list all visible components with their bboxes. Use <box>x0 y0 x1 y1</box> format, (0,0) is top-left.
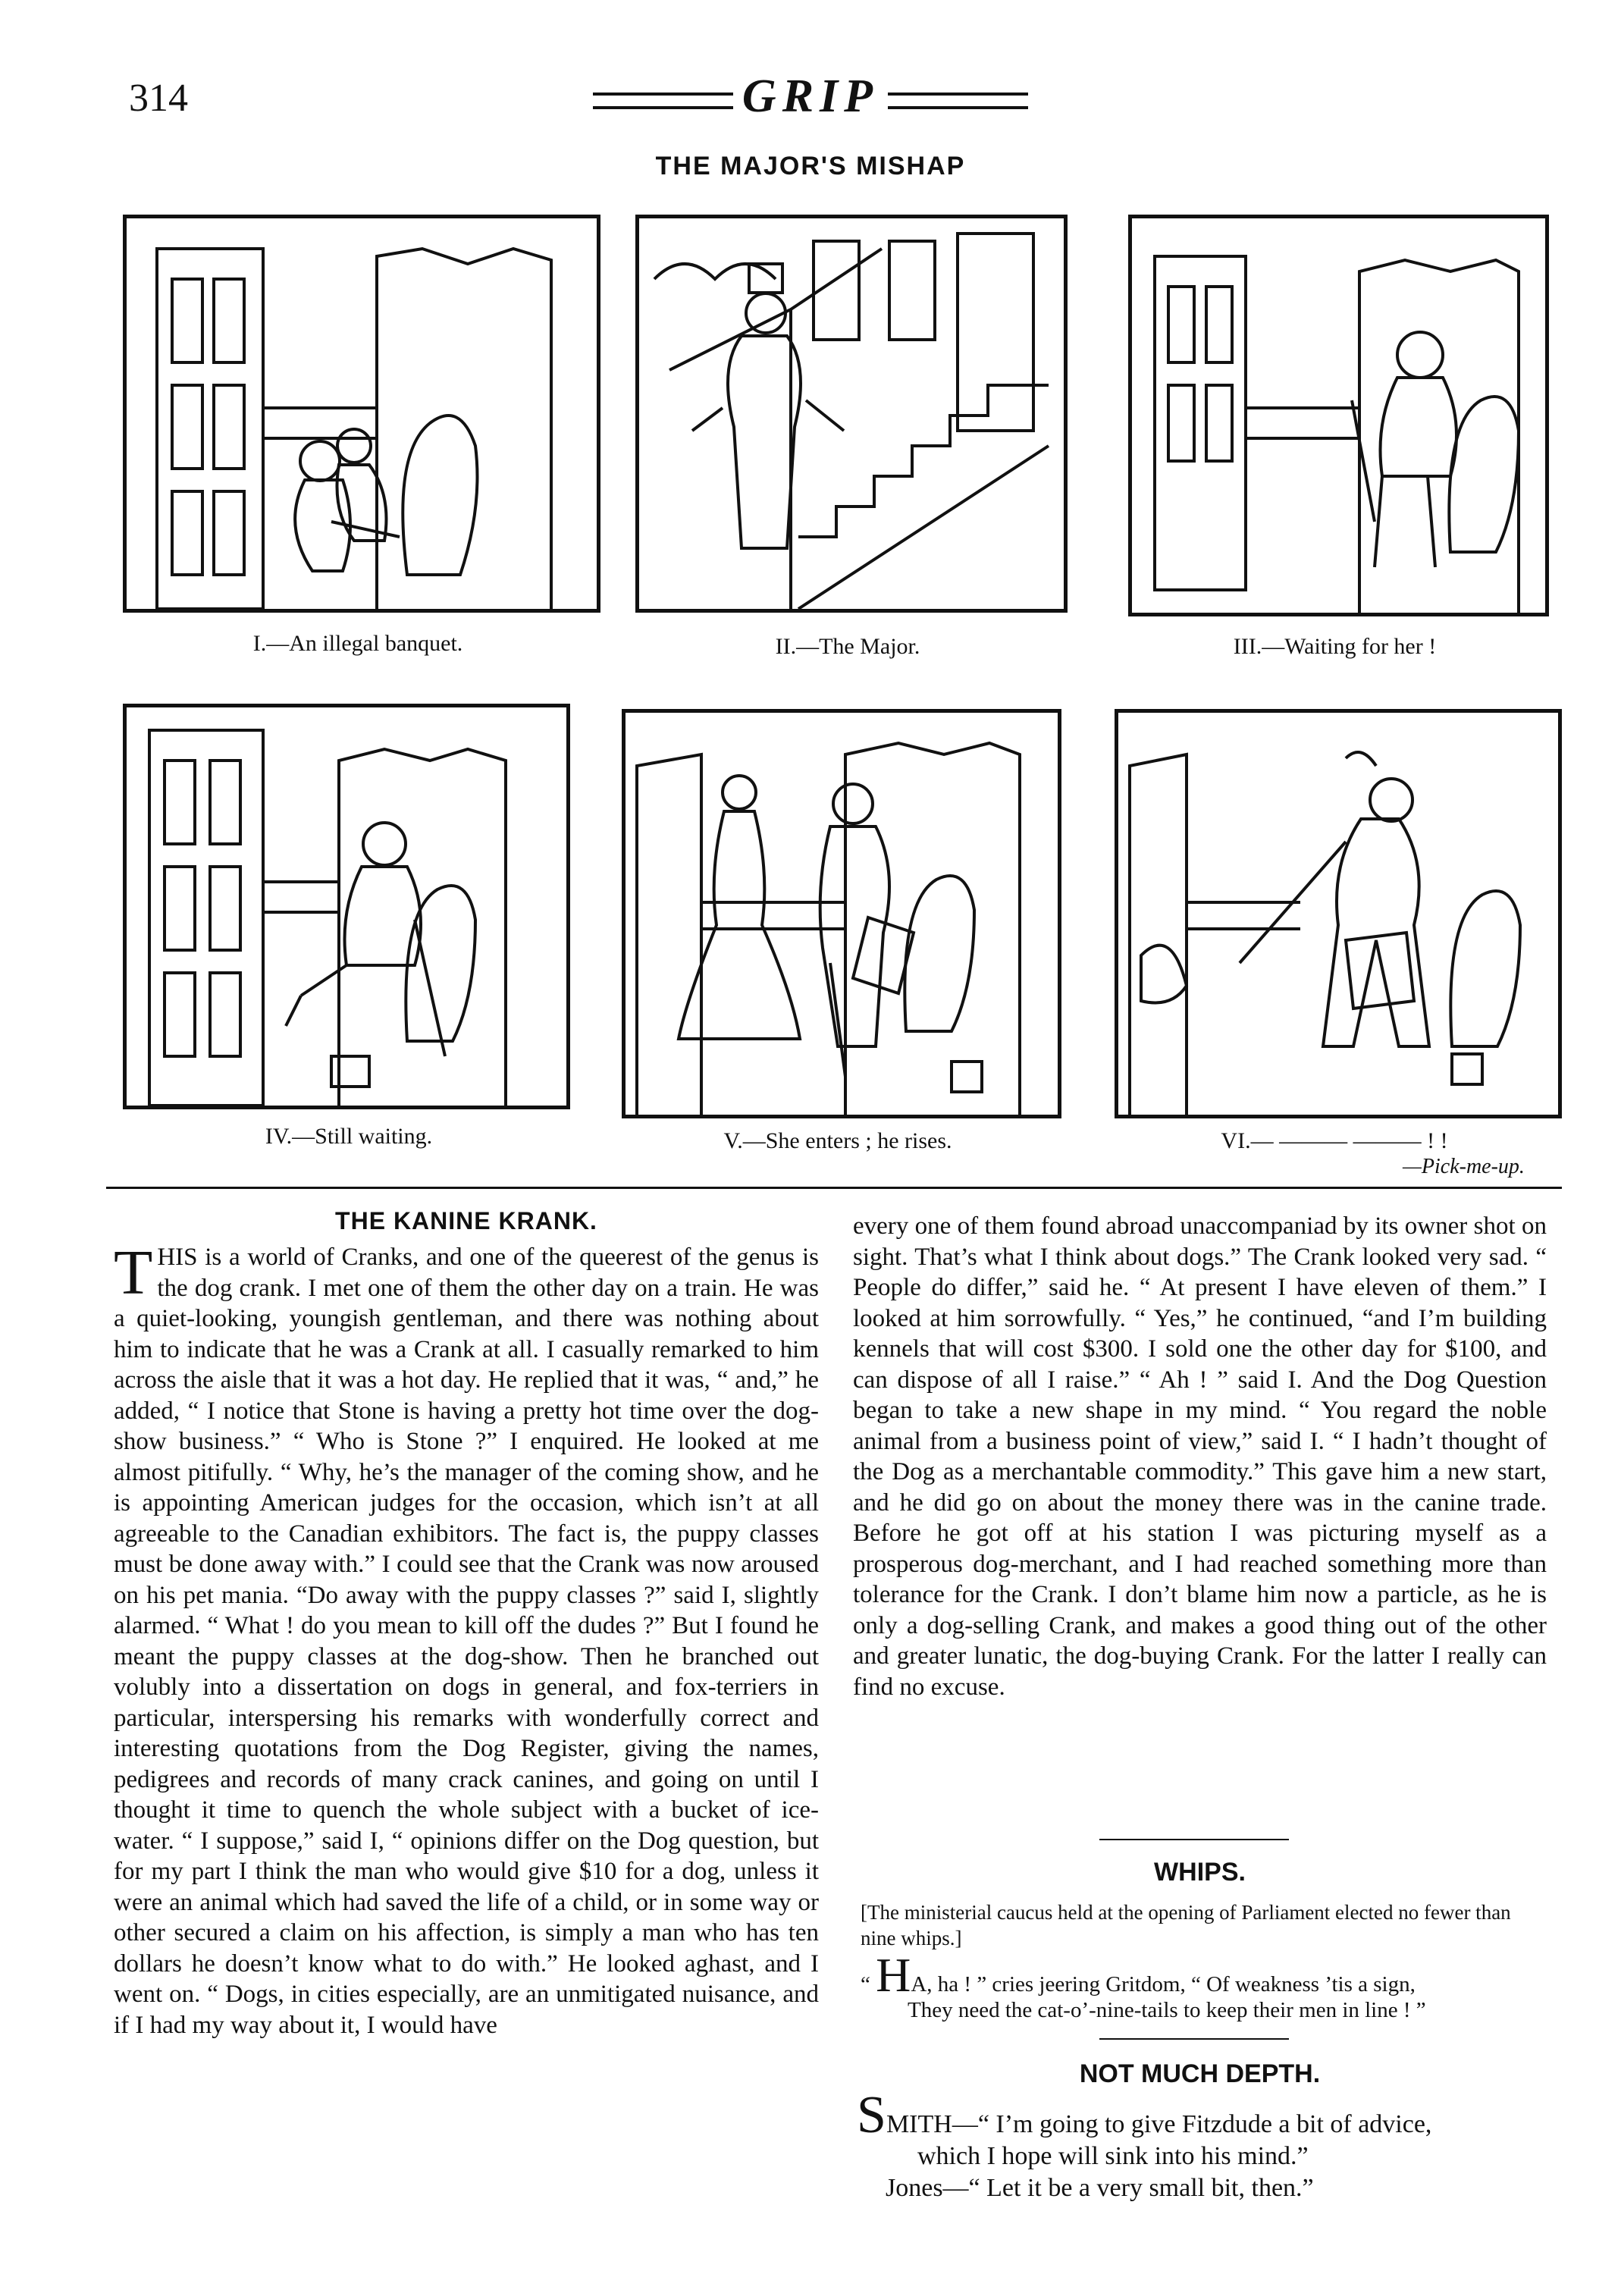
comic-panel-1 <box>123 215 600 613</box>
panel-3-illustration <box>1132 218 1545 613</box>
page-number: 314 <box>129 77 188 120</box>
whips-verse <box>861 1948 1543 2023</box>
depth-line-1-text: MITH—“ I’m going to give Fitzdude a bit of advice, <box>886 2110 1432 2138</box>
comic-panel-5 <box>622 709 1061 1118</box>
whips-note: [The ministerial caucus held at the opening of Parliament elected no fewer than nine whips.] <box>861 1901 1511 1949</box>
panel-5-illustration <box>626 713 1058 1115</box>
depth-line-2: which I hope will sink into his mind.” <box>917 2142 1309 2170</box>
comic-title: THE MAJOR'S MISHAP <box>655 152 966 180</box>
kanine-left-column <box>114 1237 819 2040</box>
panel-3-caption: III.—Waiting for her ! <box>1233 634 1437 659</box>
whips-title: WHIPS. <box>1154 1858 1246 1887</box>
whips-rule <box>1099 1839 1289 1840</box>
kanine-right-text: every one of them found abroad unaccompaniad by its owner shot on sight. That’s what I think about dogs.” The Crank looked very sad. “ People do differ,” said he. “ At present I have eleven of them.” I looked at him sorrowfully. “ Yes,” he continued, “and I’m building kennels that will cost $300. I sold one the other day for $100, and can dispose of all I raise.” “ Ah ! ” said I. And the Dog Question began to take a new shape in my mind. “ You regard the noble animal from a business point of view,” said I. “ I hadn’t thought of the Dog as a merchantable commodity.” This gave him a new start, and he did go on about the money there was in the canine trade. Before he got off at his station I was picturing myself as a prosperous dog-merchant, and I had reached something more than tolerance for the Crank. I don’t blame him now a particle, as he is only a dog-selling Crank, and makes a good thing out of the other and greater lunatic, the dog-buying Crank. For the latter I really can find no excuse. <box>853 1212 1547 1701</box>
masthead-rule-left <box>593 93 733 109</box>
section-divider <box>106 1187 1562 1189</box>
masthead-rule-right <box>888 93 1028 109</box>
comic-panel-4 <box>123 704 570 1109</box>
whips-verse-line-1 <box>861 1948 1543 2002</box>
panel-5-caption: V.—She enters ; he rises. <box>723 1128 952 1153</box>
kanine-title: THE KANINE KRANK. <box>335 1207 597 1234</box>
depth-title: NOT MUCH DEPTH. <box>1079 2059 1321 2088</box>
comic-panel-3 <box>1128 215 1549 616</box>
whips-verse-line-2: They need the cat-o’-nine-tails to keep their men in line ! ” <box>908 1998 1426 2022</box>
whips-line-1: A, ha ! ” cries jeering Gritdom, “ Of weakness ’tis a sign, <box>911 1972 1416 1996</box>
panel-4-caption: IV.—Still waiting. <box>265 1124 433 1149</box>
comic-panel-2 <box>635 215 1068 613</box>
panel-1-caption: I.—An illegal banquet. <box>252 631 463 656</box>
panel-2-illustration <box>639 218 1064 609</box>
panel-4-illustration <box>127 707 566 1106</box>
whips-open-quote: “ <box>861 1972 870 1996</box>
depth-line-3: Jones—“ Let it be a very small bit, then.” <box>886 2174 1314 2202</box>
depth-text <box>857 2086 1547 2204</box>
panel-1-illustration <box>127 218 597 609</box>
depth-line-1 <box>857 2086 1547 2144</box>
depth-dropcap: S <box>857 2086 886 2144</box>
whips-dropcap: H <box>876 1948 911 2002</box>
panel-6-caption: VI.— ——— ——— ! ! <box>1221 1128 1448 1153</box>
panel-6-illustration <box>1118 713 1558 1115</box>
panel-2-caption: II.—The Major. <box>775 634 920 659</box>
masthead-title: GRIP <box>742 71 879 122</box>
kanine-left-text: HIS is a world of Cranks, and one of the queerest of the genus is the dog crank. I met one of them the other day on a train. He was a quiet-looking, youngish gentleman, and there was nothing about him to indicate that he was a Crank at all. I casually remarked to him across the aisle that it was a hot day. He replied that it was, “ and,” he added, “ I notice that Stone is having a pretty hot time over the dog-show business.” “ Who is Stone ?” I enquired. He looked at me almost pitifully. “ Why, he’s the manager of the coming show, and he is appointing American judges for the occasion, which isn’t at all agreeable to the Canadian exhibitors. The fact is, the puppy classes must be done away with.” I could see that the Crank was now aroused on his pet mania. “Do away with the puppy classes ?” said I, slightly alarmed. “ What ! do you mean to kill off the dudes ?” But I found he meant the puppy classes at the dog-show. Then he branched out volubly into a dissertation on dogs in general, and fox-terriers in particular, interspersing his remarks with wonderfully correct and interesting quotations from the Dog Register, giving the names, pedigrees and records of many crack canines, and going on until I thought it time to quench the whole subject with a bucket of ice-water. “ I suppose,” said I, “ opinions differ on the Dog question, but for my part I think the man who would give $10 for a dog, unless it were an animal which had saved the life of a child, or in some way or other secured a claim on his affection, is simply a man who has ten dollars he doesn’t know what to do with.” He looked aghast, and I went on. “ Dogs, in cities especially, are an unmitigated nuisance, and if I had my way about it, I would have <box>114 1244 819 2039</box>
depth-rule <box>1099 2038 1289 2040</box>
kanine-right-column <box>853 1211 1547 1702</box>
kanine-dropcap: T <box>114 1237 153 1308</box>
masthead <box>0 70 1621 124</box>
comic-credit: —Pick-me-up. <box>1403 1155 1525 1178</box>
comic-panel-6 <box>1115 709 1562 1118</box>
